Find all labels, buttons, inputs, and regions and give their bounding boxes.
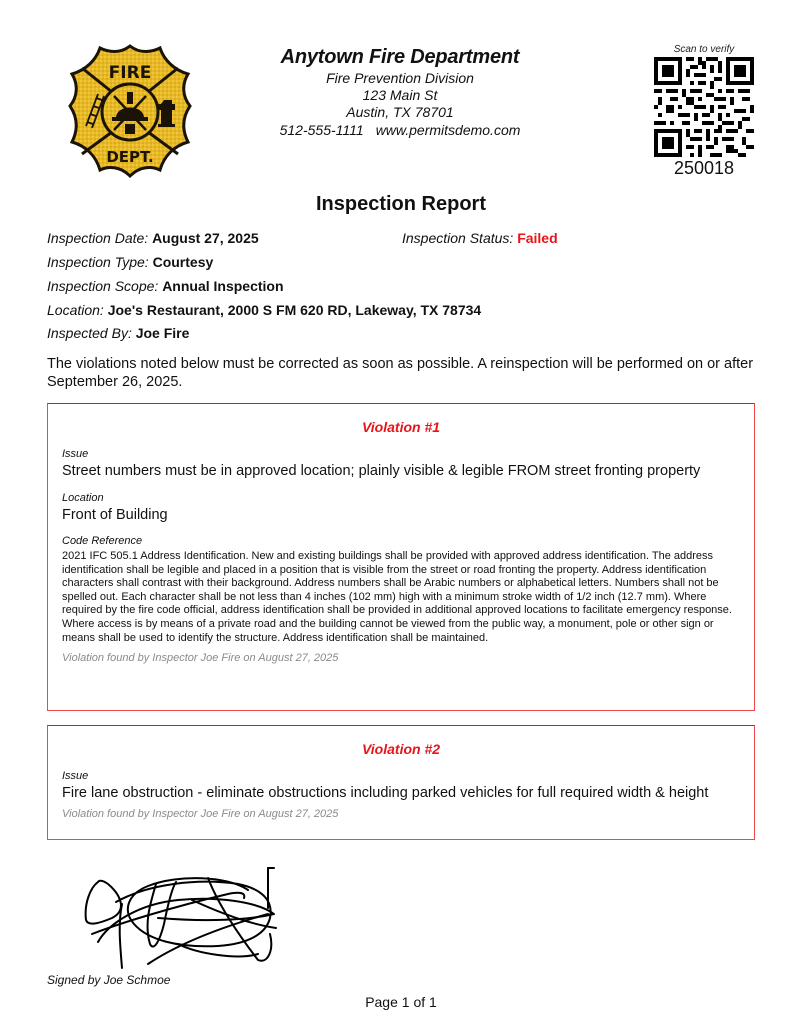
violation-card [47, 403, 755, 711]
inspection-type-value: Courtesy [152, 254, 214, 270]
location-text: Front of Building [62, 507, 168, 523]
inspection-scope [47, 277, 284, 295]
inspection-location [47, 301, 481, 319]
department-header [250, 44, 550, 140]
phone-number: 512-555-1111 [279, 122, 364, 138]
inspection-status [402, 229, 558, 247]
issue-label: Issue [62, 448, 89, 460]
issue-label: Issue [62, 770, 89, 782]
violation-title: Violation #2 [361, 741, 441, 757]
reinspection-notice: The violations noted below must be corrected as soon as possible. A reinspection will be performed on or after September 26, 2025. [47, 356, 754, 390]
qr-caption: Scan to verify [673, 44, 735, 55]
contact-line [250, 121, 550, 140]
city-state-zip: Austin, TX 78701 [346, 104, 454, 120]
inspection-location-value: Joe's Restaurant, 2000 S FM 620 RD, Lakeway, TX 78734 [107, 302, 482, 318]
location-label: Location [62, 492, 104, 504]
website-link[interactable]: www.permitsdemo.com [375, 122, 521, 138]
verification-qr [650, 44, 758, 178]
code-reference-label: Code Reference [62, 535, 143, 547]
division-name: Fire Prevention Division [326, 70, 474, 86]
permit-number: 250018 [673, 158, 735, 178]
inspection-scope-label: Inspection Scope: [47, 278, 159, 294]
fire-dept-logo [68, 44, 192, 180]
issue-text: Fire lane obstruction - eliminate obstructions including parked vehicles for full required width & height [62, 785, 709, 801]
qr-code-icon[interactable] [654, 57, 754, 157]
code-reference-text: 2021 IFC 505.1 Address Identification. New and existing buildings shall be provided with approved address identification. The address identification shall be legible and placed in a position that is visible from the street or road fronting the property. Address identification characters shall contrast with their background. Address numbers shall be Arabic numbers or alphabetical letters. Numbers shall not be spelled out. Each character shall be not less than 4 inches (102 mm) high with a minimum stroke width of 1/2 inch (12.7 mm). Where required by the fire code official, address identification shall be provided in additional approved locations to facilitate emergency response. Where access is by means of a private road and the building cannot be viewed from the public way, a monument, pole or other sign or means shall be used to identify the structure. Address identification shall be maintained. [62, 550, 732, 644]
street-address: 123 Main St [362, 87, 438, 103]
inspection-type [47, 253, 213, 271]
issue-text: Street numbers must be in approved location; plainly visible & legible FROM street fronting property [62, 463, 701, 479]
inspection-scope-value: Annual Inspection [162, 278, 284, 294]
inspection-type-label: Inspection Type: [47, 254, 149, 270]
signature-image [78, 864, 288, 974]
inspection-location-label: Location: [47, 302, 104, 318]
svg-text:DEPT.: DEPT. [106, 148, 154, 166]
inspected-by-label: Inspected By: [47, 325, 132, 341]
status-badge: Failed [517, 230, 558, 246]
violation-found-note: Violation found by Inspector Joe Fire on August 27, 2025 [62, 652, 339, 665]
svg-text:FIRE: FIRE [108, 63, 152, 83]
violation-found-note: Violation found by Inspector Joe Fire on August 27, 2025 [62, 808, 339, 820]
signed-by: Signed by Joe Schmoe [47, 973, 171, 987]
inspection-date-label: Inspection Date: [47, 230, 149, 246]
inspection-date [47, 229, 259, 247]
report-title: Inspection Report [315, 193, 486, 215]
signature-scribble-icon [78, 864, 288, 974]
inspection-date-value: August 27, 2025 [152, 230, 259, 246]
inspected-by [47, 324, 189, 342]
page-indicator: Page 1 of 1 [365, 994, 437, 1010]
inspection-status-label: Inspection Status: [402, 230, 514, 246]
fire-dept-badge-icon [68, 44, 192, 180]
inspected-by-value: Joe Fire [135, 325, 190, 341]
violation-card [47, 725, 755, 840]
department-name: Anytown Fire Department [280, 46, 520, 68]
violation-title: Violation #1 [361, 419, 441, 435]
